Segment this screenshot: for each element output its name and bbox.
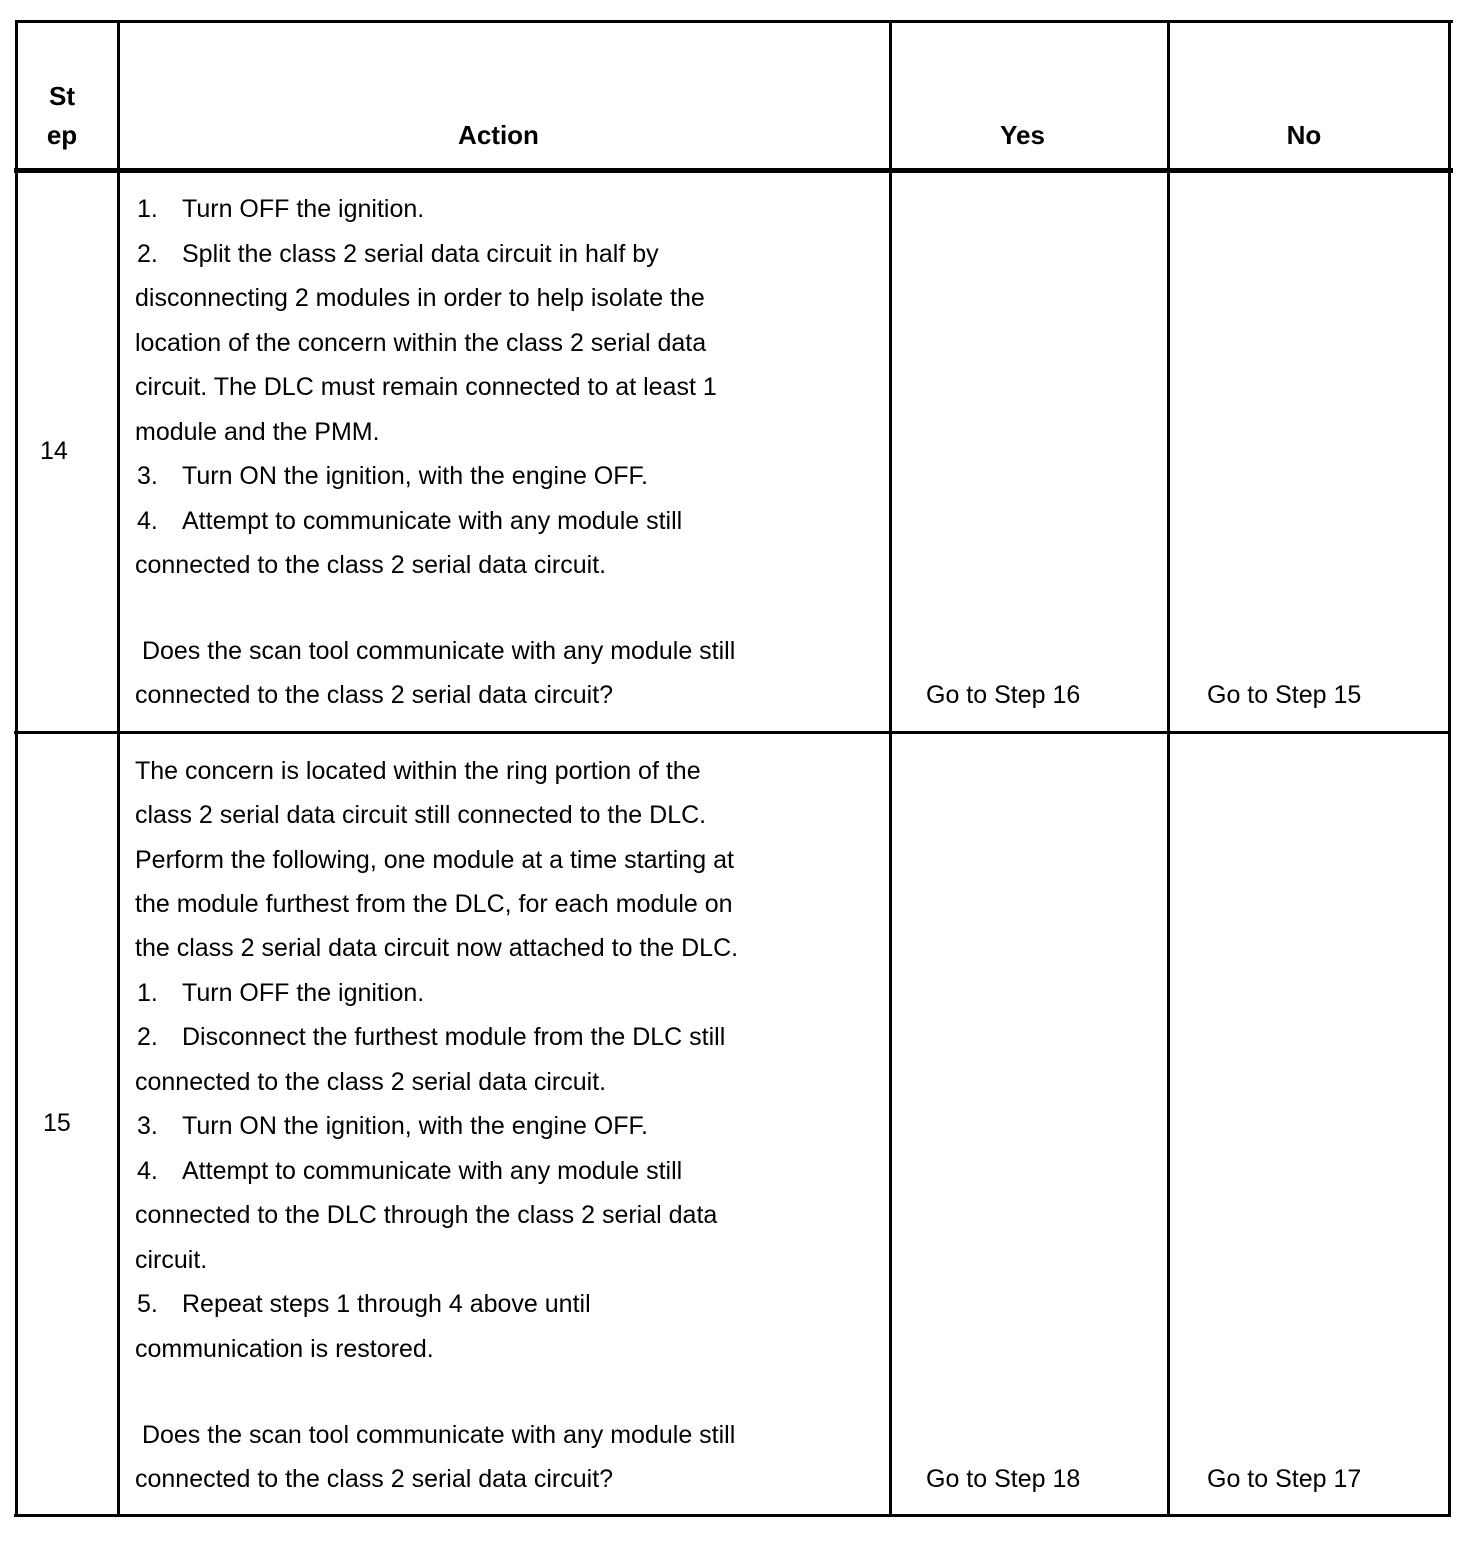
action-line — [137, 232, 659, 277]
action-line-text: Split the class 2 serial data circuit in half by — [182, 240, 659, 268]
action-line: location of the concern within the class 2 serial data — [135, 329, 707, 357]
action-line: communication is restored. — [135, 1335, 434, 1363]
action-line — [137, 1149, 683, 1194]
table-border-bottom — [14, 1514, 1451, 1517]
action-line: connected to the class 2 serial data circuit. — [135, 551, 607, 579]
header-step — [20, 77, 104, 155]
action-line-text: Turn OFF the ignition. — [182, 979, 425, 1007]
no-result: Go to Step 17 — [1207, 1465, 1362, 1493]
action-line-text: Disconnect the furthest module from the DLC still — [182, 1023, 726, 1051]
header-action: Action — [458, 120, 539, 150]
action-line-text: Turn OFF the ignition. — [182, 195, 425, 223]
column-divider-action — [889, 20, 892, 1517]
action-line: class 2 serial data circuit still connected to the DLC. — [135, 801, 707, 829]
header-step-line-2: ep — [46, 120, 78, 150]
table-border-left — [15, 20, 18, 1517]
action-line: connected to the DLC through the class 2 serial data — [135, 1201, 718, 1229]
action-line: connected to the class 2 serial data circuit. — [135, 1068, 607, 1096]
step-number: 14 — [40, 437, 68, 465]
action-line-number: 4. — [137, 507, 158, 535]
action-line: the class 2 serial data circuit now attached to the DLC. — [135, 934, 739, 962]
column-divider-yes — [1167, 20, 1170, 1517]
action-line-text: Repeat steps 1 through 4 above until — [182, 1290, 591, 1318]
action-line-text: Turn ON the ignition, with the engine OFF. — [182, 1112, 648, 1140]
action-line: disconnecting 2 modules in order to help isolate the — [135, 284, 705, 312]
action-line-text: Attempt to communicate with any module still — [182, 1157, 683, 1185]
table-border-top — [16, 20, 1453, 23]
action-line — [137, 1015, 726, 1060]
question-line: connected to the class 2 serial data circuit? — [135, 1465, 614, 1493]
header-no: No — [1286, 120, 1322, 150]
action-line-number: 3. — [137, 1112, 158, 1140]
header-step-line-1: St — [49, 81, 75, 111]
action-line — [137, 187, 425, 232]
yes-result: Go to Step 16 — [926, 681, 1081, 709]
action-line: Perform the following, one module at a time starting at — [135, 846, 734, 874]
action-line-number: 5. — [137, 1290, 158, 1318]
action-line — [137, 971, 425, 1016]
question-line: Does the scan tool communicate with any module still — [135, 637, 736, 665]
action-line — [137, 1282, 591, 1327]
table-border-right — [1448, 20, 1451, 1517]
action-line: The concern is located within the ring portion of the — [135, 757, 701, 785]
action-line-number: 1. — [137, 195, 158, 223]
row-divider — [14, 731, 1451, 734]
question-line: Does the scan tool communicate with any module still — [135, 1421, 736, 1449]
column-divider-step — [117, 20, 120, 1517]
action-line: module and the PMM. — [135, 418, 380, 446]
action-line: the module furthest from the DLC, for each module on — [135, 890, 733, 918]
action-line-number: 1. — [137, 979, 158, 1007]
action-line-number: 2. — [137, 1023, 158, 1051]
action-line-number: 4. — [137, 1157, 158, 1185]
action-line-number: 3. — [137, 462, 158, 490]
step-number: 15 — [43, 1109, 71, 1137]
action-line: circuit. The DLC must remain connected to at least 1 — [135, 373, 717, 401]
no-result: Go to Step 15 — [1207, 681, 1362, 709]
action-line — [137, 499, 683, 544]
question-line: connected to the class 2 serial data circuit? — [135, 681, 614, 709]
action-line-number: 2. — [137, 240, 158, 268]
action-line-text: Turn ON the ignition, with the engine OFF. — [182, 462, 648, 490]
action-line — [137, 454, 648, 499]
action-line-text: Attempt to communicate with any module still — [182, 507, 683, 535]
action-line — [137, 1104, 648, 1149]
header-yes: Yes — [1000, 120, 1045, 150]
header-divider — [14, 168, 1453, 173]
action-line: circuit. — [135, 1246, 208, 1274]
yes-result: Go to Step 18 — [926, 1465, 1081, 1493]
